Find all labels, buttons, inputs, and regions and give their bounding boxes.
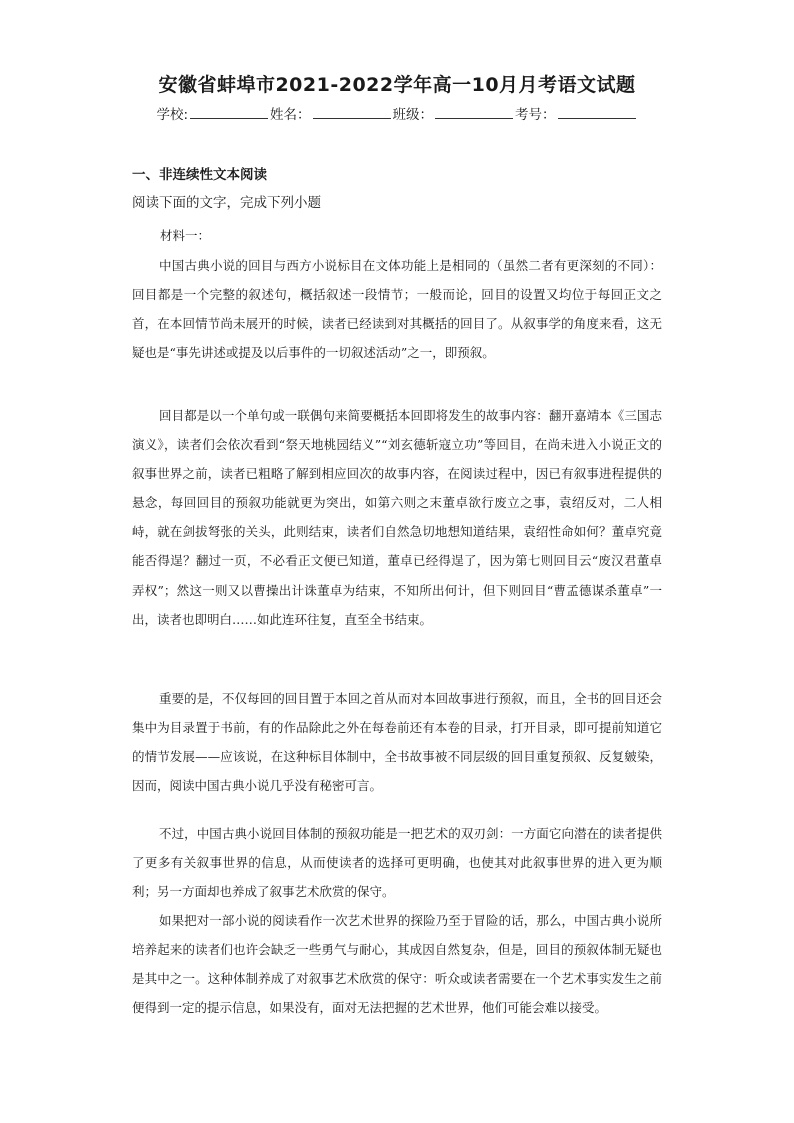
paragraph-text: 回目都是以一个单句或一联偶句来简要概括本回即将发生的故事内容：翻开嘉靖本《三国志演义》，读者们会依次看到“祭天地桃园结义”“刘玄德斩寇立功”等回目，在尚未进入小说正文的叙事世界之前，读者已粗略了解到相应回次的故事内容，在阅读过程中，因已有叙事进程提供的悬念，每回回目的预叙功能就更为突出，如第六则之末董卓欲行废立之事，袁绍反对，二人相峙，就在剑拔弩张的关头，此则结束，读者们自然急切地想知道结果，袁绍性命如何？董卓究竟能否得逞？翻过一页，不必看正文便已知道，董卓已经得逞了，因为第七则回目云“废汉君董卓弄权”；然这一则又以曹操出计诛董卓为结束，不知所出何计，但下则回目“曹孟德谋杀董卓”一出，读者也即明白……如此连环往复，直至全书结束。	[132, 408, 662, 627]
material-label: 材料一：	[160, 228, 211, 243]
section-heading: 一、非连续性文本阅读	[132, 167, 267, 183]
paragraph-text: 不过，中国古典小说回目体制的预叙功能是一把艺术的双刃剑：一方面它向潜在的读者提供了更多有关叙事世界的信息，从而使读者的选择可更明确，也使其对此叙事世界的进入更为顺利；另一方面却也养成了叙事艺术欣赏的保守。	[132, 826, 662, 900]
paragraph-4	[132, 819, 662, 906]
paragraph-text: 中国古典小说的回目与西方小说标目在文体功能上是相同的（虽然二者有更深刻的不同）：回目都是一个完整的叙述句，概括叙述一段情节；一般而论，回目的设置又均位于每回正文之首，在本回情节尚未展开的时候，读者已经读到对其概括的回目了。从叙事学的角度来看，这无疑也是“事先讲述或提及以后事件的一切叙述活动”之一，即预叙。	[132, 258, 662, 361]
class-blank	[435, 106, 513, 119]
paragraph-text: 如果把对一部小说的阅读看作一次艺术世界的探险乃至于冒险的话，那么，中国古典小说所培养起来的读者们也许会缺乏一些勇气与耐心，其成因自然复杂，但是，回目的预叙体制无疑也是其中之一。这种体制养成了对叙事艺术欣赏的保守：听众或读者需要在一个艺术事实发生之前便得到一定的提示信息，如果没有，面对无法把握的艺术世界，他们可能会难以接受。	[132, 913, 662, 1016]
school-label: 学校:	[156, 107, 189, 123]
exam-no-blank	[558, 106, 636, 119]
page-title: 安徽省蚌埠市2021-2022学年高一10月月考语文试题	[158, 74, 636, 96]
paragraph-2	[132, 401, 662, 634]
instruction-text: 阅读下面的文字，完成下列小题	[132, 195, 321, 211]
paragraph-3	[132, 684, 662, 800]
class-label: 班级：	[392, 107, 434, 123]
exam-no-label: 考号：	[515, 107, 556, 123]
name-label: 姓名：	[270, 107, 311, 123]
school-blank	[190, 106, 268, 119]
name-blank	[313, 106, 391, 119]
paragraph-text: 重要的是，不仅每回的回目置于本回之首从而对本回故事进行预叙，而且，全书的回目还会集中为目录置于书前，有的作品除此之外在每卷前还有本卷的目录，打开目录，即可提前知道它的情节发展——应该说，在这种标目体制中，全书故事被不同层级的回目重复预叙、反复皴染，因而，阅读中国古典小说几乎没有秘密可言。	[132, 691, 662, 794]
paragraph-1	[132, 251, 662, 367]
student-info-line	[0, 103, 794, 123]
paragraph-5	[132, 906, 662, 1022]
